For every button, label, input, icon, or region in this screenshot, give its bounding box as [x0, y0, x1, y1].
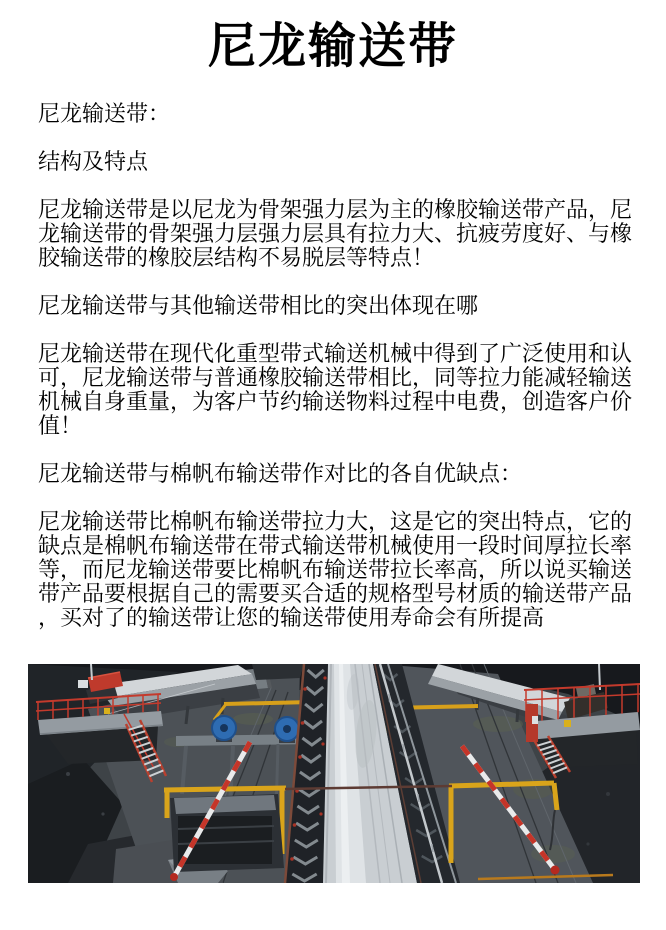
page-title: 尼龙输送带	[207, 20, 458, 73]
right-warning-sign	[564, 720, 571, 727]
article-body	[0, 102, 666, 630]
paragraph-canvas-heading: 尼龙输送带与棉帆布输送带作对比的各自优缺点：	[38, 461, 523, 486]
paragraph-comparison-heading: 尼龙输送带与其他输送带相比的突出体现在哪	[38, 293, 479, 318]
paragraph-intro-label: 尼龙输送带：	[38, 101, 171, 126]
paragraph-structure-heading: 结构及特点	[38, 149, 149, 174]
left-mast	[91, 664, 92, 680]
conveyor-photo	[28, 664, 640, 883]
paragraph-comparison-text: 尼龙输送带在现代化重型带式输送机械中得到了广泛使用和认可，尼龙输送带与普通橡胶输送带相比，同等拉力能减轻输送机械自身重量，为客户节约输送物料过程中电费，创造客户价值！	[38, 341, 633, 438]
left-warning-sign	[104, 708, 110, 714]
paragraph-structure-text: 尼龙输送带是以尼龙为骨架强力层为主的橡胶输送带产品，尼龙输送带的骨架强力层强力层具有拉力大、抗疲劳度好、与橡胶输送带的橡胶层结构不易脱层等特点！	[38, 197, 633, 270]
paragraph-canvas-text: 尼龙输送带比棉帆布输送带拉力大，这是它的突出特点，它的缺点是棉帆布输送带在带式输送带机械使用一段时间厚拉长率等，而尼龙输送带要比棉帆布输送带拉长率高，所以说买输送带产品要根据自己的需要买合适的规格型号材质的输送带产品，买对了的输送带让您的输送带使用寿命会有所提高	[38, 509, 633, 630]
